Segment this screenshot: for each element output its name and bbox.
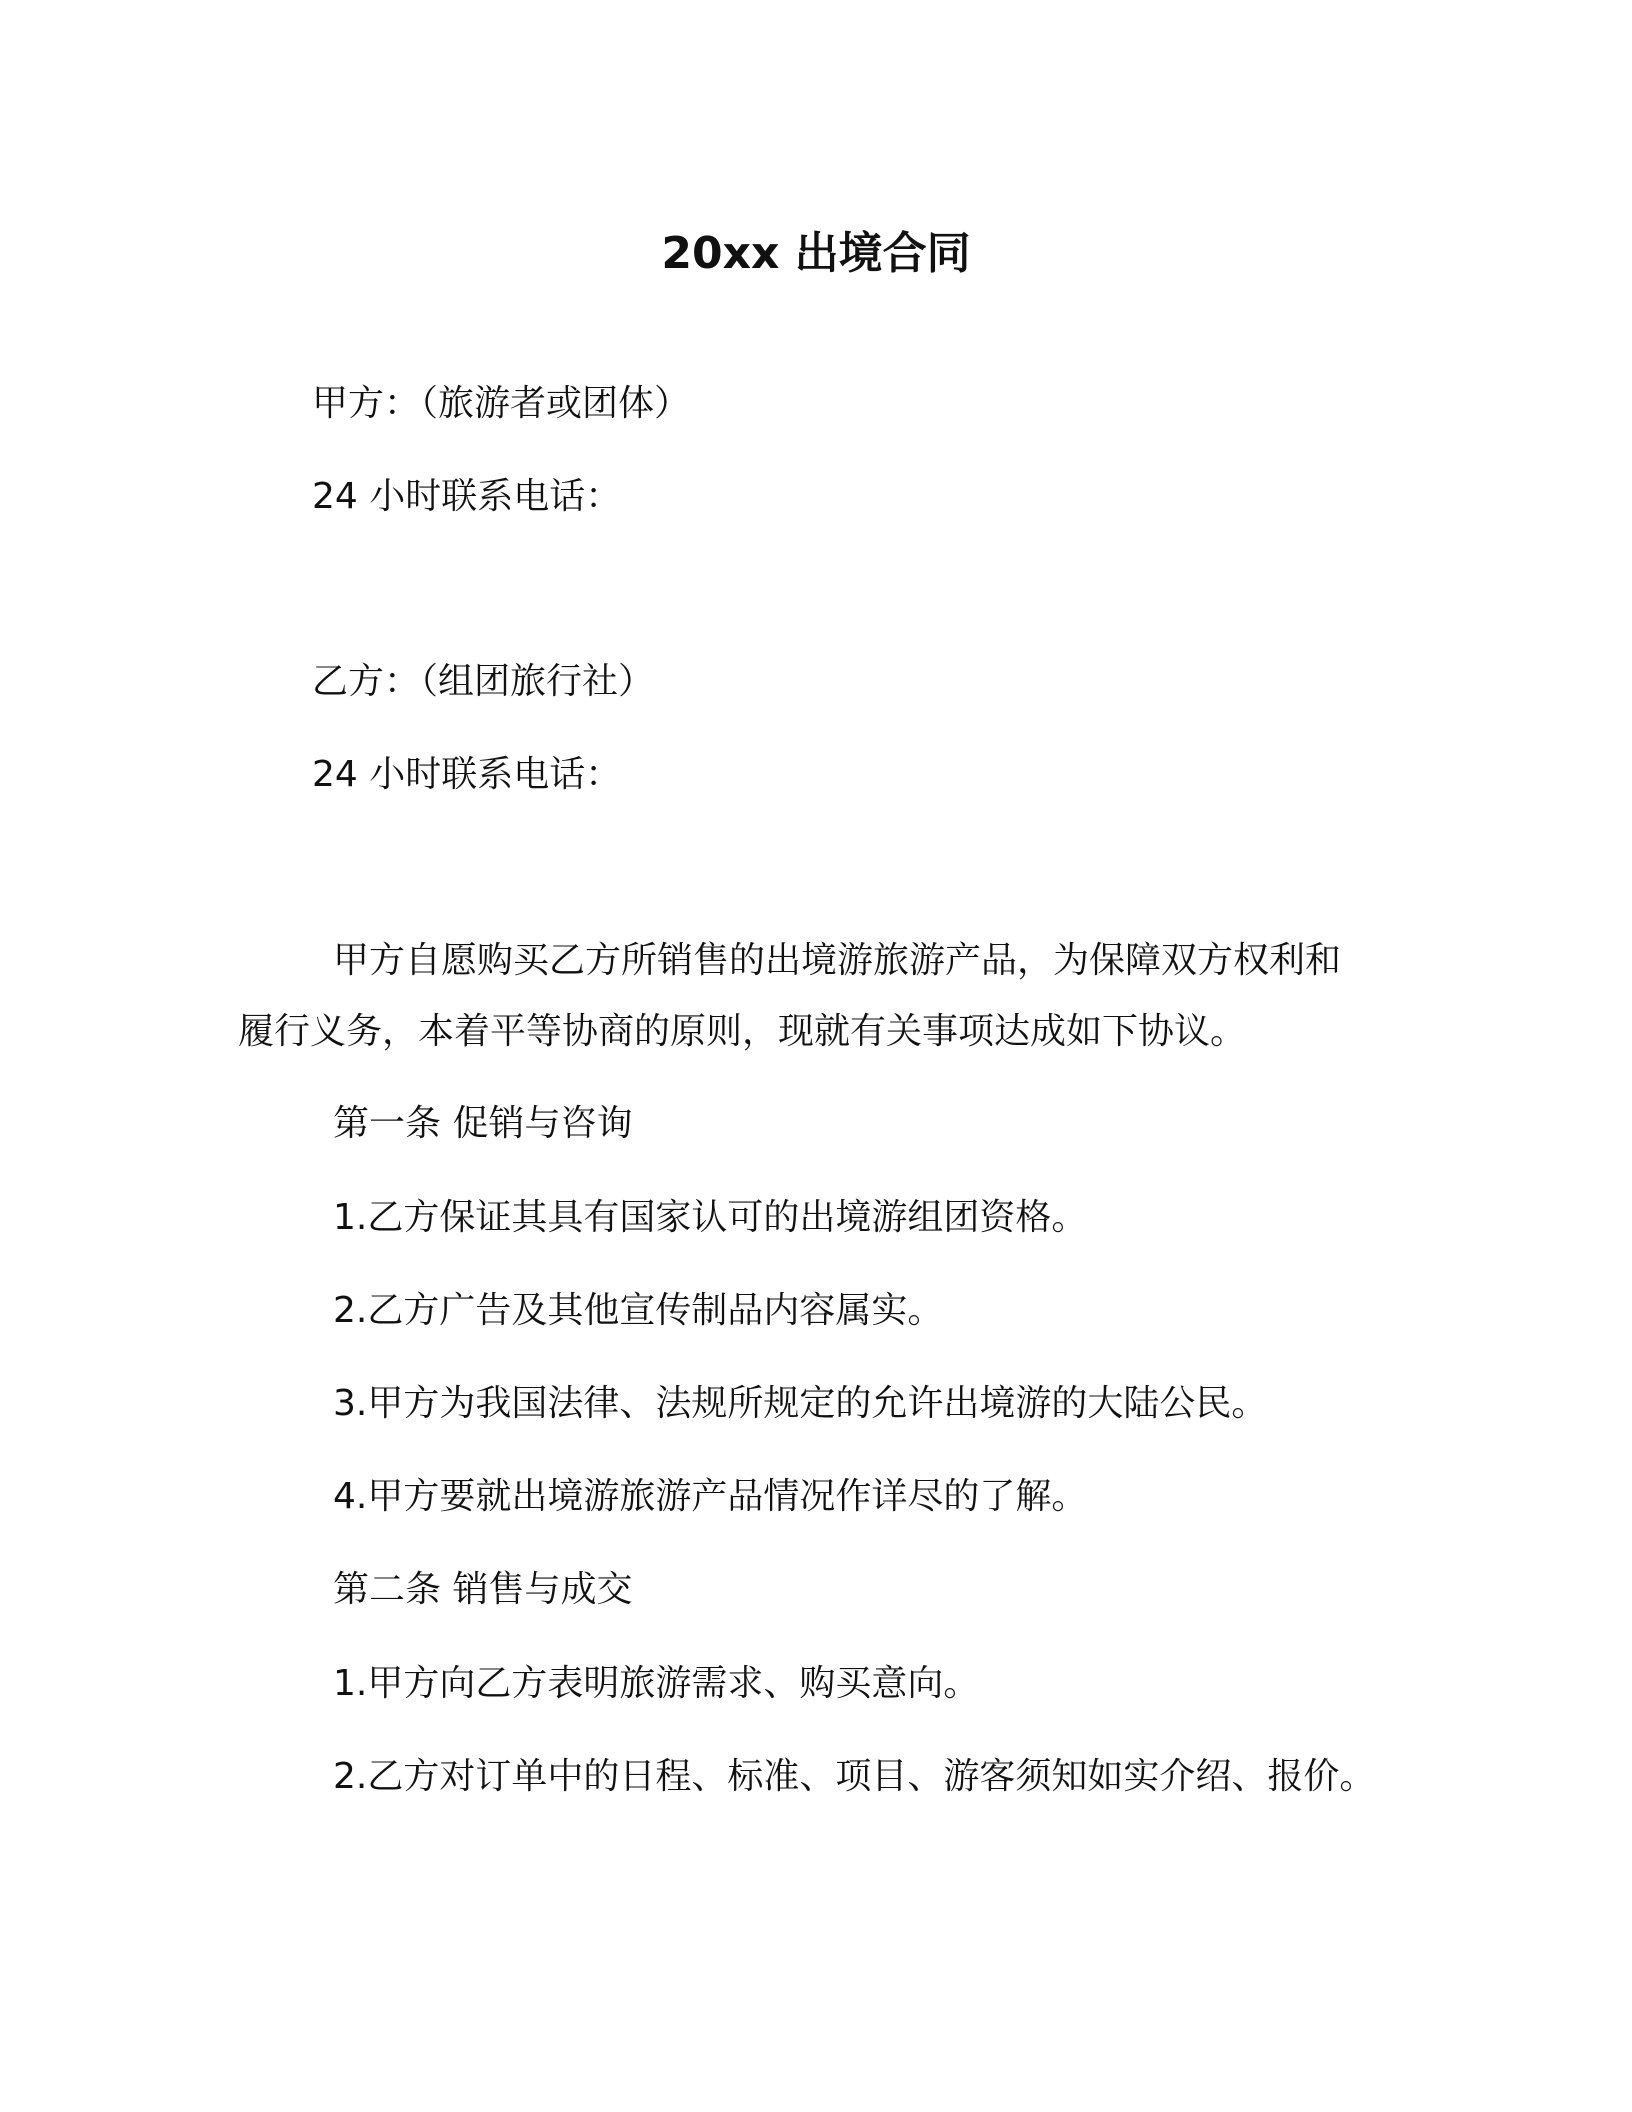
article-2-heading: 第二条 销售与成交 [333, 1569, 633, 1610]
party-a-phone: 24 小时联系电话： [312, 476, 622, 517]
intro-line-2: 履行义务，本着平等协商的原则，现就有关事项达成如下协议。 [238, 1011, 1247, 1052]
intro-line-1: 甲方自愿购买乙方所销售的出境游旅游产品，为保障双方权利和 [333, 940, 1342, 981]
article-1-item-3: 3.甲方为我国法律、法规所规定的允许出境游的大陆公民。 [333, 1383, 1268, 1424]
party-a-label: 甲方：（旅游者或团体） [312, 383, 691, 424]
article-1-heading: 第一条 促销与咨询 [333, 1103, 633, 1144]
article-2-item-1: 1.甲方向乙方表明旅游需求、购买意向。 [333, 1663, 980, 1704]
article-2-item-2: 2.乙方对订单中的日程、标准、项目、游客须知如实介绍、报价。 [333, 1756, 1376, 1797]
article-1-item-1: 1.乙方保证其具有国家认可的出境游组团资格。 [333, 1197, 1088, 1238]
party-b-phone: 24 小时联系电话： [312, 754, 622, 795]
article-1-item-2: 2.乙方广告及其他宣传制品内容属实。 [333, 1290, 944, 1331]
article-1-item-4: 4.甲方要就出境游旅游产品情况作详尽的了解。 [333, 1476, 1088, 1517]
party-b-label: 乙方：（组团旅行社） [312, 661, 655, 702]
document-title: 20xx 出境合同 [661, 228, 971, 279]
